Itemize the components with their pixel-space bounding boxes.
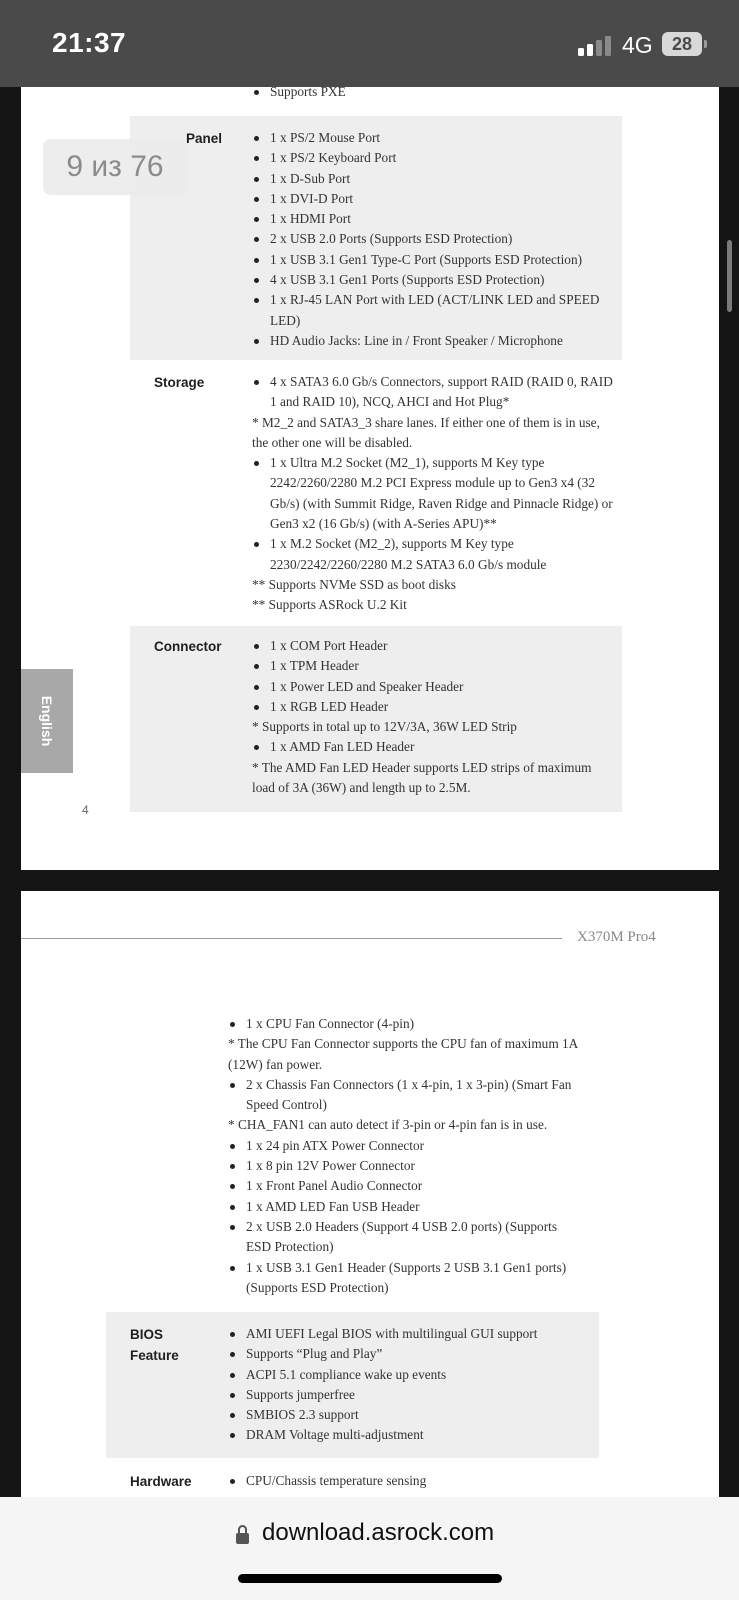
list-item: Supports “Plug and Play”: [228, 1344, 588, 1364]
bios-list: [228, 1324, 588, 1446]
url-text[interactable]: download.asrock.com: [262, 1519, 495, 1546]
language-tab: [21, 669, 73, 773]
document-page-5: [21, 891, 719, 1501]
list-item: HD Audio Jacks: Line in / Front Speaker / Microphone: [252, 331, 602, 351]
list-item: 4 x USB 3.1 Gen1 Ports (Supports ESD Protection): [252, 270, 602, 290]
lock-icon: [236, 1525, 249, 1545]
list-item: 1 x USB 3.1 Gen1 Header (Supports 2 USB 3.1 Gen1 ports) (Supports ESD Protection): [228, 1258, 578, 1299]
signal-bars-icon: [578, 34, 614, 56]
header-rule: [21, 938, 562, 939]
connector-label: Connector: [154, 639, 222, 654]
list-note: ** Supports ASRock U.2 Kit: [252, 597, 407, 613]
list-item: 1 x TPM Header: [252, 656, 608, 676]
list-item: 1 x COM Port Header: [252, 636, 608, 656]
list-item: 2 x USB 2.0 Ports (Supports ESD Protection): [252, 229, 602, 249]
storage-label: Storage: [154, 375, 205, 390]
panel-label: Panel: [186, 131, 223, 146]
list-item: 1 x 8 pin 12V Power Connector: [228, 1156, 578, 1176]
list-item: 1 x AMD Fan LED Header: [252, 737, 608, 757]
hardware-label: Hardware: [130, 1474, 192, 1489]
list-item: 1 x PS/2 Keyboard Port: [252, 148, 602, 168]
list-item: ACPI 5.1 compliance wake up events: [228, 1365, 588, 1385]
list-item: 1 x D-Sub Port: [252, 169, 602, 189]
list-item: 1 x Ultra M.2 Socket (M2_1), supports M Key type 2242/2260/2280 M.2 PCI Express module up to Gen3 x4 (32 Gb/s) (with Summit Ridge, Raven Ridge and Pinnacle Ridge) or Gen3 x2 (16 Gb/s) (with A-Series APU)**: [252, 453, 614, 534]
list-note: * The CPU Fan Connector supports the CPU fan of maximum 1A (12W) fan power.: [228, 1036, 578, 1072]
battery-icon: 28: [662, 32, 702, 56]
list-item: 1 x 24 pin ATX Power Connector: [228, 1136, 578, 1156]
bios-label: [130, 1324, 179, 1366]
network-type: 4G: [622, 32, 653, 58]
list-item: 1 x M.2 Socket (M2_2), supports M Key type 2230/2242/2260/2280 M.2 SATA3 6.0 Gb/s module: [252, 534, 614, 575]
list-item: Supports PXE: [252, 87, 612, 102]
bios-label-line1: BIOS: [130, 1327, 164, 1342]
list-item: 1 x HDMI Port: [252, 209, 602, 229]
connector-list: [252, 636, 608, 798]
list-item: 4 x SATA3 6.0 Gb/s Connectors, support RAID (RAID 0, RAID 1 and RAID 10), NCQ, AHCI and Hot Plug*: [252, 372, 614, 413]
panel-list: [252, 128, 602, 351]
list-note: * The AMD Fan LED Header supports LED strips of maximum load of 3A (36W) and length up to 2.5M.: [252, 759, 592, 796]
list-item: 1 x Power LED and Speaker Header: [252, 677, 608, 697]
battery-tip: [704, 40, 707, 48]
status-time: 21:37: [52, 27, 127, 58]
list-note: ** Supports NVMe SSD as boot disks: [252, 576, 456, 592]
document-page-4: [21, 87, 719, 870]
scrollbar-thumb[interactable]: [727, 240, 732, 312]
connector-list-continued: [228, 1014, 578, 1298]
list-item: 1 x AMD LED Fan USB Header: [228, 1197, 578, 1217]
language-tab-label: English: [39, 695, 55, 747]
list-item: 2 x USB 2.0 Headers (Support 4 USB 2.0 ports) (Supports ESD Protection): [228, 1217, 578, 1258]
hardware-list: [228, 1471, 588, 1491]
list-item: 1 x PS/2 Mouse Port: [252, 128, 602, 148]
lan-features-tail: [252, 87, 612, 102]
status-bar: [0, 0, 739, 87]
list-item: SMBIOS 2.3 support: [228, 1405, 588, 1425]
list-item: 2 x Chassis Fan Connectors (1 x 4-pin, 1 x 3-pin) (Smart Fan Speed Control): [228, 1075, 578, 1116]
model-title: X370M Pro4: [577, 929, 656, 945]
list-item: 1 x DVI-D Port: [252, 189, 602, 209]
address-bar[interactable]: [0, 1497, 739, 1600]
list-note: * Supports in total up to 12V/3A, 36W LED Strip: [252, 719, 517, 735]
list-note: * CHA_FAN1 can auto detect if 3-pin or 4-pin fan is in use.: [228, 1117, 548, 1133]
bios-label-line2: Feature: [130, 1348, 179, 1363]
list-item: 1 x CPU Fan Connector (4-pin): [228, 1014, 578, 1034]
list-note: * M2_2 and SATA3_3 share lanes. If either one of them is in use, the other one will be disabled.: [252, 414, 600, 450]
home-indicator: [238, 1574, 502, 1583]
storage-list: [252, 372, 614, 616]
list-item: 1 x RJ-45 LAN Port with LED (ACT/LINK LED and SPEED LED): [252, 290, 602, 331]
page-number: 4: [82, 803, 89, 817]
list-item: 1 x USB 3.1 Gen1 Type-C Port (Supports ESD Protection): [252, 250, 602, 270]
list-item: 1 x Front Panel Audio Connector: [228, 1176, 578, 1196]
list-item: AMI UEFI Legal BIOS with multilingual GUI support: [228, 1324, 588, 1344]
list-item: CPU/Chassis temperature sensing: [228, 1471, 588, 1491]
list-item: 1 x RGB LED Header: [252, 697, 608, 717]
list-item: Supports jumperfree: [228, 1385, 588, 1405]
page-indicator: 9 из 76: [43, 139, 187, 195]
list-item: DRAM Voltage multi-adjustment: [228, 1425, 588, 1445]
